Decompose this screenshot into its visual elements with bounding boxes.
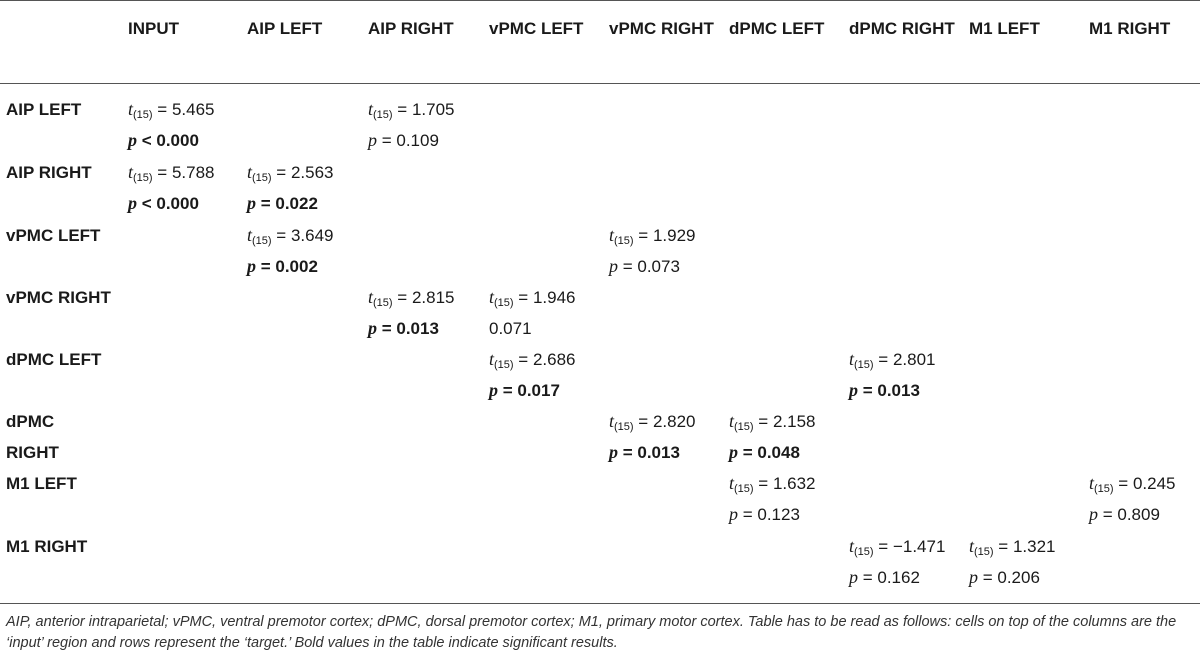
stat-cell	[247, 220, 334, 282]
t-statistic: $t_{(15)} = 0.245$	[1089, 473, 1176, 495]
stat-cell	[489, 344, 576, 406]
t-statistic: $t_{(15)} = 5.465$	[128, 99, 215, 121]
t-statistic: $t_{(15)} = 5.788$	[128, 162, 215, 184]
t-statistic: $t_{(15)} = 2.815$	[368, 287, 455, 309]
p-value: p = 0.017	[489, 380, 560, 400]
t-statistic: $t_{(15)} = 1.929$	[609, 225, 696, 247]
t-statistic: $t_{(15)} = 2.158$	[729, 411, 816, 433]
stat-cell	[128, 157, 215, 219]
t-statistic: $t_{(15)} = 1.705$	[368, 99, 455, 121]
stat-cell	[1089, 468, 1176, 530]
p-value: p = 0.206	[969, 567, 1040, 587]
table-footnote: AIP, anterior intraparietal; vPMC, ventral premotor cortex; dPMC, dorsal premotor cortex; M1, primary motor cortex. Table has to be read as follows: cells on top of the columns are the ‘input’ region and rows represent the ‘target.’ Bold values in the table indicate significant results.	[6, 614, 1177, 651]
t-statistic: $t_{(15)} = -1.471$	[849, 536, 946, 558]
p-value: p < 0.000	[128, 193, 199, 213]
row-label: dPMC LEFT	[6, 350, 102, 369]
p-value: p = 0.123	[729, 504, 800, 524]
row-label: vPMC LEFT	[6, 226, 101, 245]
row-label: M1 RIGHT	[6, 537, 88, 556]
column-header: M1 RIGHT	[1089, 19, 1171, 38]
stat-cell	[849, 344, 936, 406]
t-statistic: $t_{(15)} = 2.820$	[609, 411, 696, 433]
stat-cell	[368, 94, 455, 156]
column-header: dPMC LEFT	[729, 19, 825, 38]
row-label: M1 LEFT	[6, 474, 77, 493]
p-value: p = 0.073	[609, 256, 680, 276]
stat-cell	[489, 282, 576, 344]
p-value: p = 0.013	[849, 380, 920, 400]
header-rule	[0, 83, 1200, 84]
stat-cell	[368, 282, 455, 344]
column-header: vPMC LEFT	[489, 19, 584, 38]
column-header: vPMC RIGHT	[609, 19, 714, 38]
stat-cell	[609, 220, 696, 282]
t-statistic: $t_{(15)} = 1.946$	[489, 287, 576, 309]
column-header: dPMC RIGHT	[849, 19, 955, 38]
column-header: M1 LEFT	[969, 19, 1040, 38]
t-statistic: $t_{(15)} = 1.321$	[969, 536, 1056, 558]
column-header: AIP RIGHT	[368, 19, 454, 38]
stat-cell	[849, 531, 945, 593]
p-value: p = 0.162	[849, 567, 920, 587]
table-top-rule	[0, 0, 1200, 1]
row-label: dPMC RIGHT	[6, 412, 59, 462]
p-value: p < 0.000	[128, 130, 199, 150]
t-statistic: $t_{(15)} = 2.686$	[489, 349, 576, 371]
table-bottom-rule	[0, 603, 1200, 604]
t-statistic: $t_{(15)} = 2.801$	[849, 349, 936, 371]
row-label: AIP RIGHT	[6, 163, 92, 182]
p-value: p = 0.022	[247, 193, 318, 213]
stat-cell	[969, 531, 1056, 593]
stat-cell	[609, 406, 696, 468]
p-value: p = 0.109	[368, 130, 439, 150]
t-statistic: $t_{(15)} = 1.632$	[729, 473, 816, 495]
p-value: p = 0.048	[729, 442, 800, 462]
stat-cell	[729, 468, 816, 530]
p-value: p = 0.013	[609, 442, 680, 462]
p-value: p = 0.809	[1089, 504, 1160, 524]
row-label: vPMC RIGHT	[6, 288, 111, 307]
p-value: p = 0.013	[368, 318, 439, 338]
stat-cell	[247, 157, 334, 219]
column-header: INPUT	[128, 19, 179, 38]
t-statistic: $t_{(15)} = 3.649$	[247, 225, 334, 247]
stat-cell	[128, 94, 215, 156]
p-value: p = 0.002	[247, 256, 318, 276]
stat-cell	[729, 406, 816, 468]
t-statistic: $t_{(15)} = 2.563$	[247, 162, 334, 184]
column-header: AIP LEFT	[247, 19, 323, 38]
p-value: 0.071	[489, 319, 532, 338]
row-label: AIP LEFT	[6, 100, 82, 119]
